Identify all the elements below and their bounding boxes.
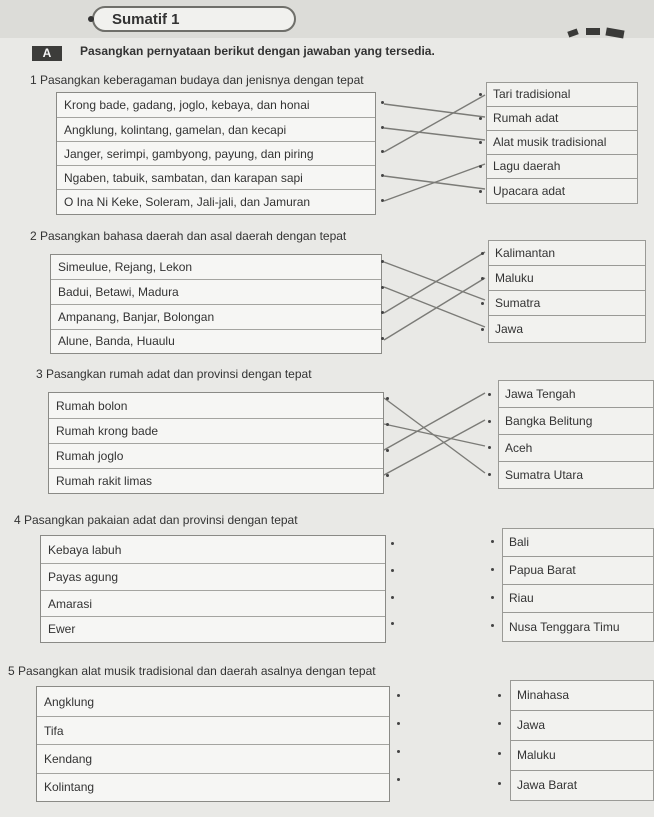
bullet-dot <box>491 540 494 543</box>
left-item: Alune, Banda, Huaulu <box>58 334 175 348</box>
bullet-dot <box>397 722 400 725</box>
right-item: Minahasa <box>510 680 654 711</box>
question-title: 1 Pasangkan keberagaman budaya dan jenisnya dengan tepat <box>30 73 364 87</box>
q1-right-box <box>486 82 638 208</box>
bullet-dot <box>386 423 389 426</box>
bullet-dot <box>386 449 389 452</box>
right-item: Rumah adat <box>486 106 638 131</box>
section-instruction: Pasangkan pernyataan berikut dengan jawaban yang tersedia. <box>80 44 435 58</box>
question-title: 4 Pasangkan pakaian adat dan provinsi dengan tepat <box>14 513 298 527</box>
left-item: Rumah bolon <box>49 393 383 419</box>
bullet-dot <box>491 624 494 627</box>
q5-right-box <box>510 680 654 802</box>
right-item: Sumatra Utara <box>498 461 654 489</box>
right-item: Nusa Tenggara Timu <box>502 612 654 642</box>
bullet-dot <box>381 260 384 263</box>
section-badge: A <box>32 46 62 61</box>
q4-right-box <box>502 528 654 642</box>
q5-left-box <box>36 686 390 802</box>
bullet-dot <box>498 722 501 725</box>
right-item: Bangka Belitung <box>498 407 654 435</box>
right-item: Papua Barat <box>502 556 654 585</box>
left-item: Janger, serimpi, gambyong, payung, dan piring <box>57 142 375 166</box>
left-item: Ngaben, tabuik, sambatan, dan karapan sapi <box>57 166 375 190</box>
left-item: Rumah joglo <box>49 444 383 469</box>
left-item: Krong bade, gadang, joglo, kebaya, dan honai <box>57 93 375 118</box>
question-title: 3 Pasangkan rumah adat dan provinsi dengan tepat <box>36 367 312 381</box>
left-item: Angklung, kolintang, gamelan, dan kecapi <box>57 118 375 142</box>
right-item: Jawa <box>510 710 654 741</box>
q2-right-box <box>488 240 646 344</box>
bullet-dot <box>479 190 482 193</box>
bullet-dot <box>498 782 501 785</box>
bullet-dot <box>498 694 501 697</box>
bullet-dot <box>391 622 394 625</box>
right-item: Riau <box>502 584 654 613</box>
q2-left-box <box>50 254 382 354</box>
bullet-dot <box>491 596 494 599</box>
q4-left-box <box>40 535 386 643</box>
left-item: Kolintang <box>44 780 95 794</box>
bullet-dot <box>386 397 389 400</box>
bullet-dot <box>391 569 394 572</box>
left-item: Ampanang, Banjar, Bolongan <box>51 305 381 330</box>
bullet-dot <box>488 420 491 423</box>
bullet-dot <box>381 199 384 202</box>
right-item: Jawa Barat <box>510 770 654 801</box>
left-item: Simeulue, Rejang, Lekon <box>51 255 381 280</box>
bullet-dot <box>391 596 394 599</box>
right-item: Alat musik tradisional <box>486 130 638 155</box>
left-item: Amarasi <box>41 591 385 617</box>
left-item: Tifa <box>37 717 389 745</box>
right-item: Jawa <box>488 315 646 343</box>
left-item: Rumah krong bade <box>49 419 383 444</box>
bullet-dot <box>488 393 491 396</box>
left-item: Rumah rakit limas <box>56 474 153 488</box>
bullet-dot <box>488 473 491 476</box>
bullet-dot <box>386 474 389 477</box>
bullet-dot <box>381 150 384 153</box>
q3-right-box <box>498 380 654 490</box>
right-item: Jawa Tengah <box>498 380 654 408</box>
bullet-dot <box>397 750 400 753</box>
question-title: 5 Pasangkan alat musik tradisional dan daerah asalnya dengan tepat <box>8 664 376 678</box>
bullet-dot <box>381 337 384 340</box>
question-title: 2 Pasangkan bahasa daerah dan asal daerah dengan tepat <box>30 229 347 243</box>
left-item: Badui, Betawi, Madura <box>51 280 381 305</box>
left-item: Ewer <box>48 622 76 636</box>
bullet-dot <box>479 141 482 144</box>
bullet-dot <box>391 542 394 545</box>
left-item: Kebaya labuh <box>41 536 385 564</box>
bullet-dot <box>479 165 482 168</box>
right-item: Maluku <box>488 265 646 291</box>
q1-left-box <box>56 92 376 215</box>
left-item: O Ina Ni Keke, Soleram, Jali-jali, dan Jamuran <box>64 195 311 209</box>
bullet-dot <box>491 568 494 571</box>
bullet-dot <box>479 93 482 96</box>
bullet-dot <box>481 302 484 305</box>
bullet-dot <box>481 328 484 331</box>
left-item: Payas agung <box>41 564 385 591</box>
bullet-dot <box>381 286 384 289</box>
bullet-dot <box>479 117 482 120</box>
bullet-dot <box>397 778 400 781</box>
right-item: Sumatra <box>488 290 646 316</box>
bullet-dot <box>381 126 384 129</box>
right-item: Aceh <box>498 434 654 462</box>
left-item: Kendang <box>37 745 389 774</box>
right-item: Lagu daerah <box>486 154 638 179</box>
right-item: Bali <box>502 528 654 557</box>
bullet-dot <box>481 252 484 255</box>
bullet-dot <box>381 174 384 177</box>
right-item: Upacara adat <box>486 178 638 204</box>
left-item: Angklung <box>37 687 389 717</box>
bullet-dot <box>498 752 501 755</box>
bullet-dot <box>381 101 384 104</box>
bullet-dot <box>488 446 491 449</box>
right-item: Kalimantan <box>488 240 646 266</box>
bullet-dot <box>397 694 400 697</box>
bullet-dot <box>381 311 384 314</box>
bullet-dot <box>481 277 484 280</box>
right-item: Tari tradisional <box>486 82 638 107</box>
right-item: Maluku <box>510 740 654 771</box>
q3-left-box <box>48 392 384 494</box>
page-title: Sumatif 1 <box>112 11 180 28</box>
